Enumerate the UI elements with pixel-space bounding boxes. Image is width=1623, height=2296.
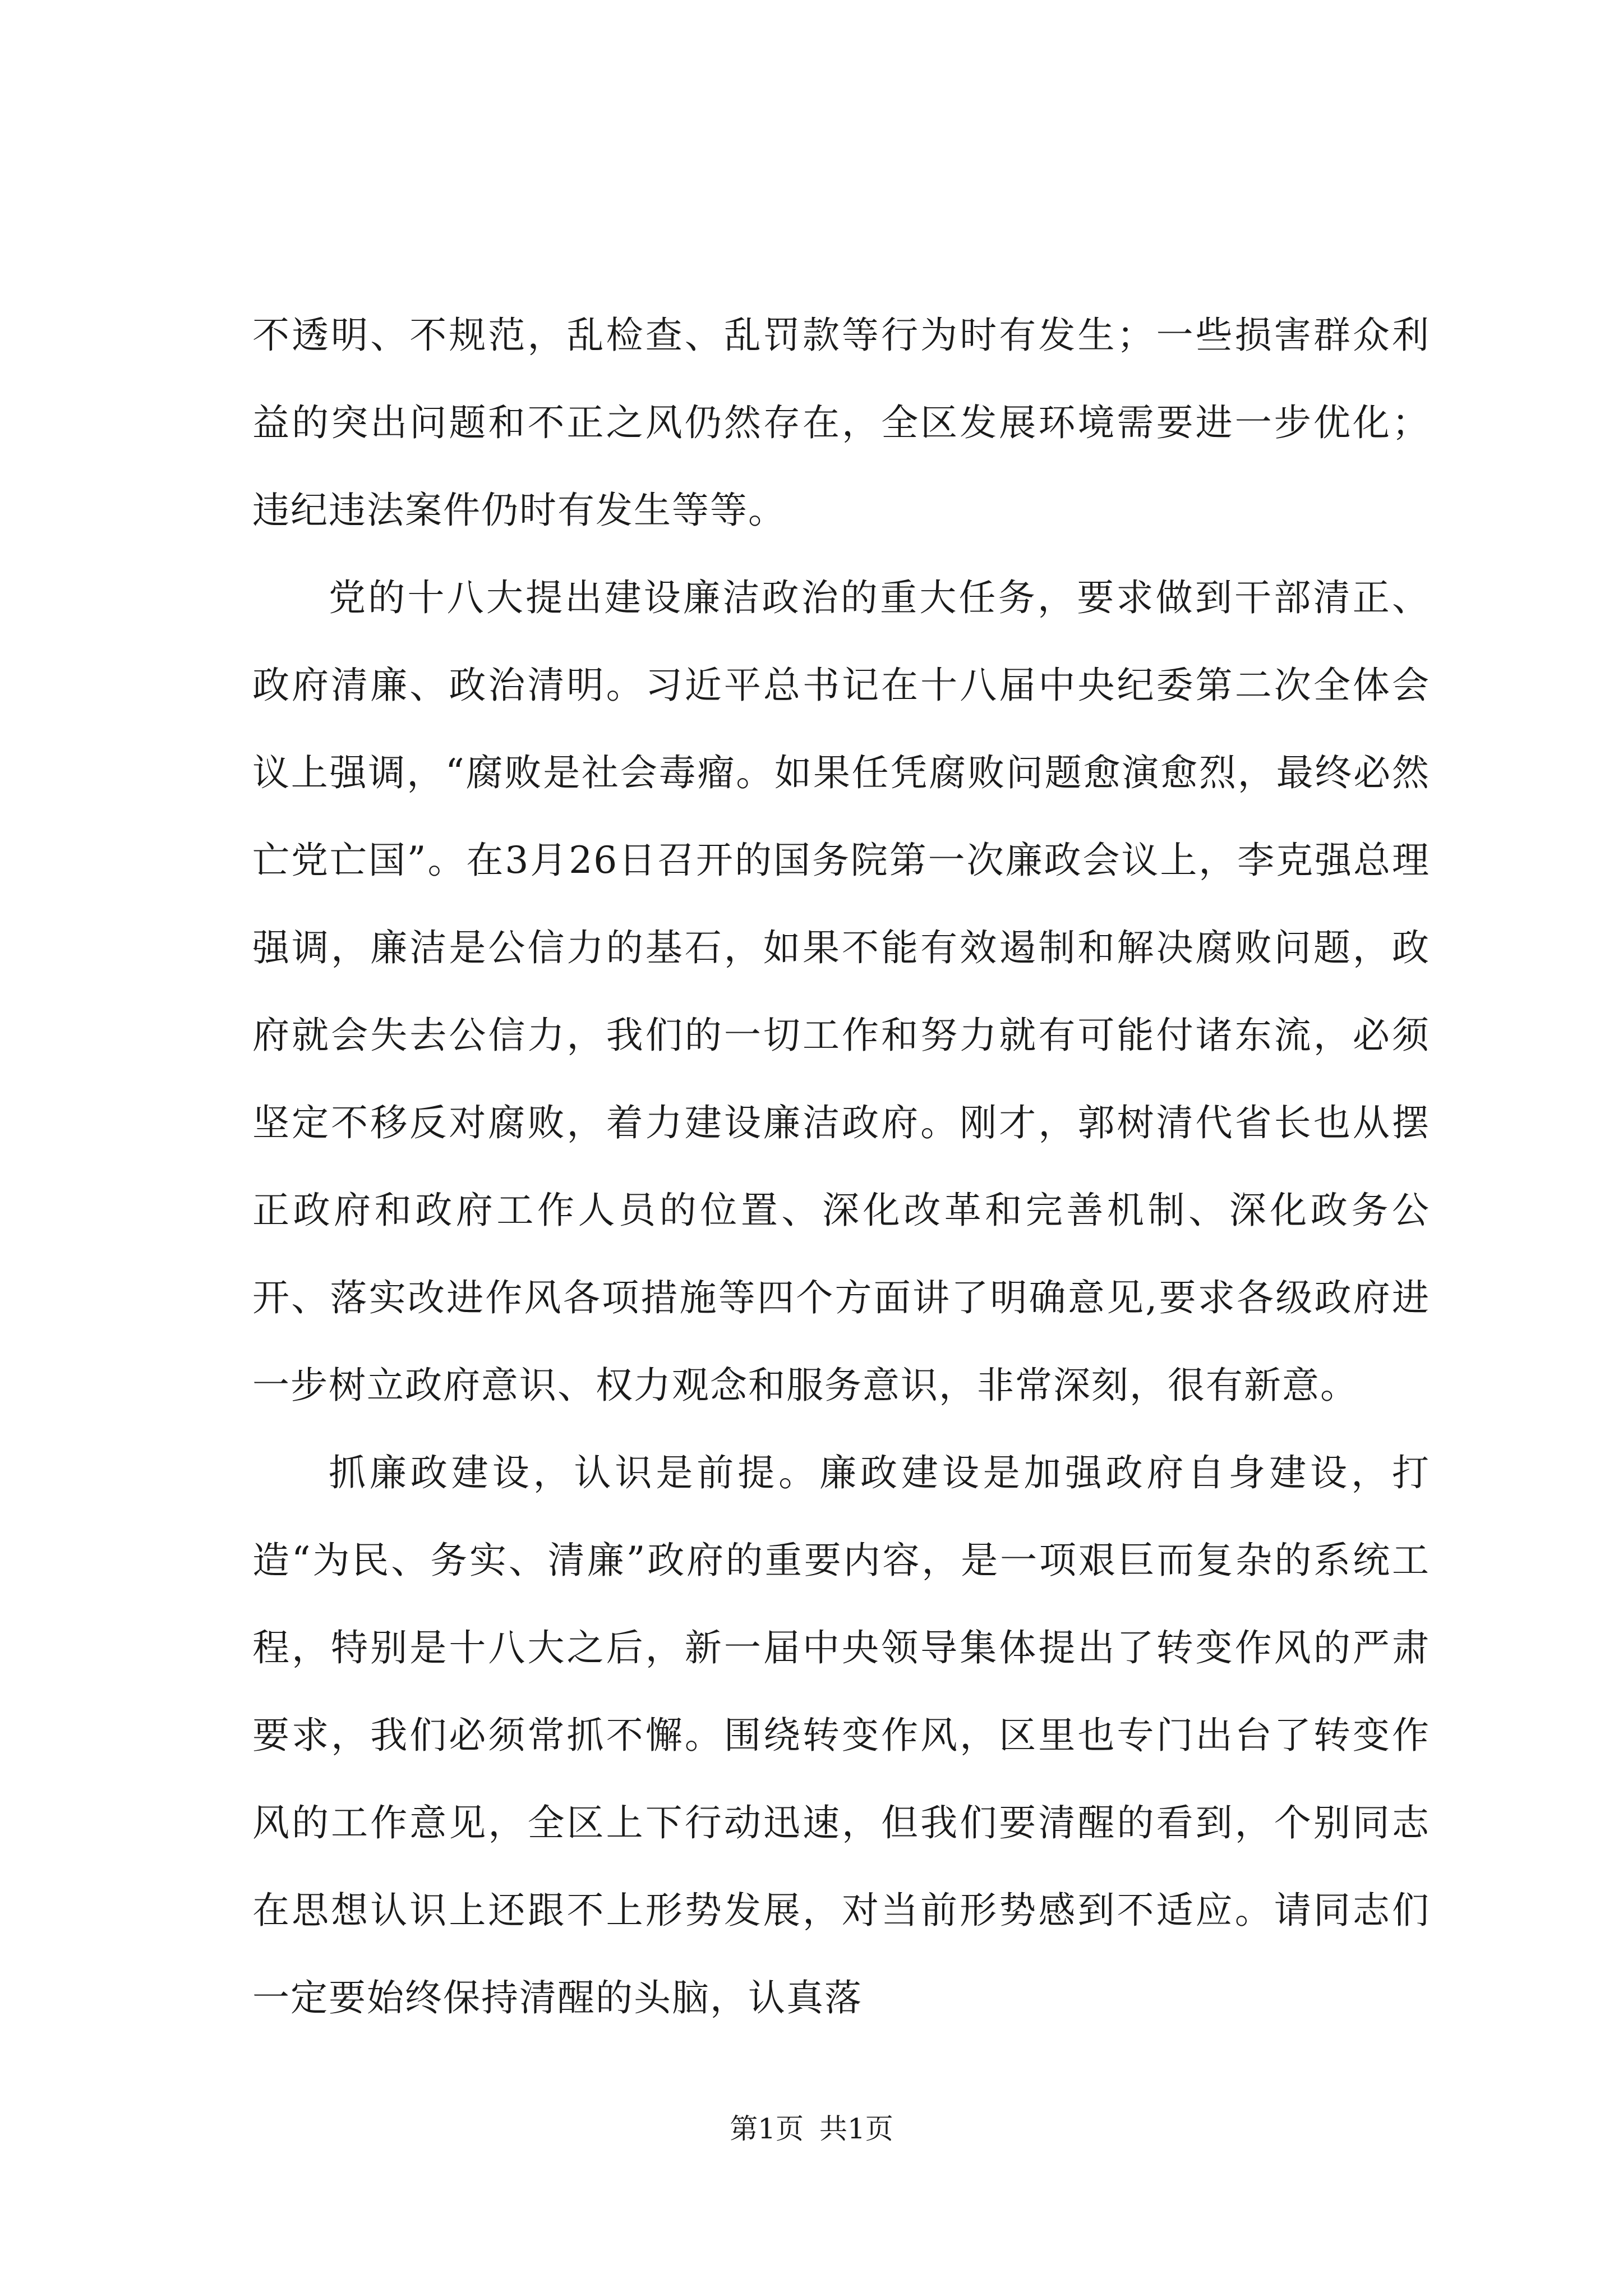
page-footer: [0, 2106, 1623, 2147]
paragraph-continuation: 不透明、不规范，乱检查、乱罚款等行为时有发生；一些损害群众利益的突出问题和不正之风仍然存在，全区发展环境需要进一步优化；违纪违法案件仍时有发生等等。: [252, 314, 1430, 532]
page-number: 第1页: [730, 2113, 804, 2145]
page-total: 共1页: [819, 2113, 893, 2145]
paragraph-awareness: 抓廉政建设，认识是前提。廉政建设是加强政府自身建设，打造“为民、务实、清廉”政府的重要内容，是一项艰巨而复杂的系统工程，特别是十八大之后，新一届中央领导集体提出了转变作风的严肃要求，我们必须常抓不懈。围绕转变作风，区里也专门出台了转变作风的工作意见，全区上下行动迅速，但我们要清醒的看到，个别同志在思想认识上还跟不上形势发展，对当前形势感到不适应。请同志们一定要始终保持清醒的头脑，认真落: [252, 1451, 1430, 2019]
paragraph-anti-corruption: 党的十八大提出建设廉洁政治的重大任务，要求做到干部清正、政府清廉、政治清明。习近平总书记在十八届中央纪委第二次全体会议上强调，“腐败是社会毒瘤。如果任凭腐败问题愈演愈烈，最终必然亡党亡国”。在3月26日召开的国务院第一次廉政会议上，李克强总理强调，廉洁是公信力的基石，如果不能有效遏制和解决腐败问题，政府就会失去公信力，我们的一切工作和努力就有可能付诸东流，必须坚定不移反对腐败，着力建设廉洁政府。刚才，郭树清代省长也从摆正政府和政府工作人员的位置、深化改革和完善机制、深化政务公开、落实改进作风各项措施等四个方面讲了明确意见,要求各级政府进一步树立政府意识、权力观念和服务意识，非常深刻，很有新意。: [252, 576, 1430, 1407]
document-body: [252, 292, 1430, 2042]
